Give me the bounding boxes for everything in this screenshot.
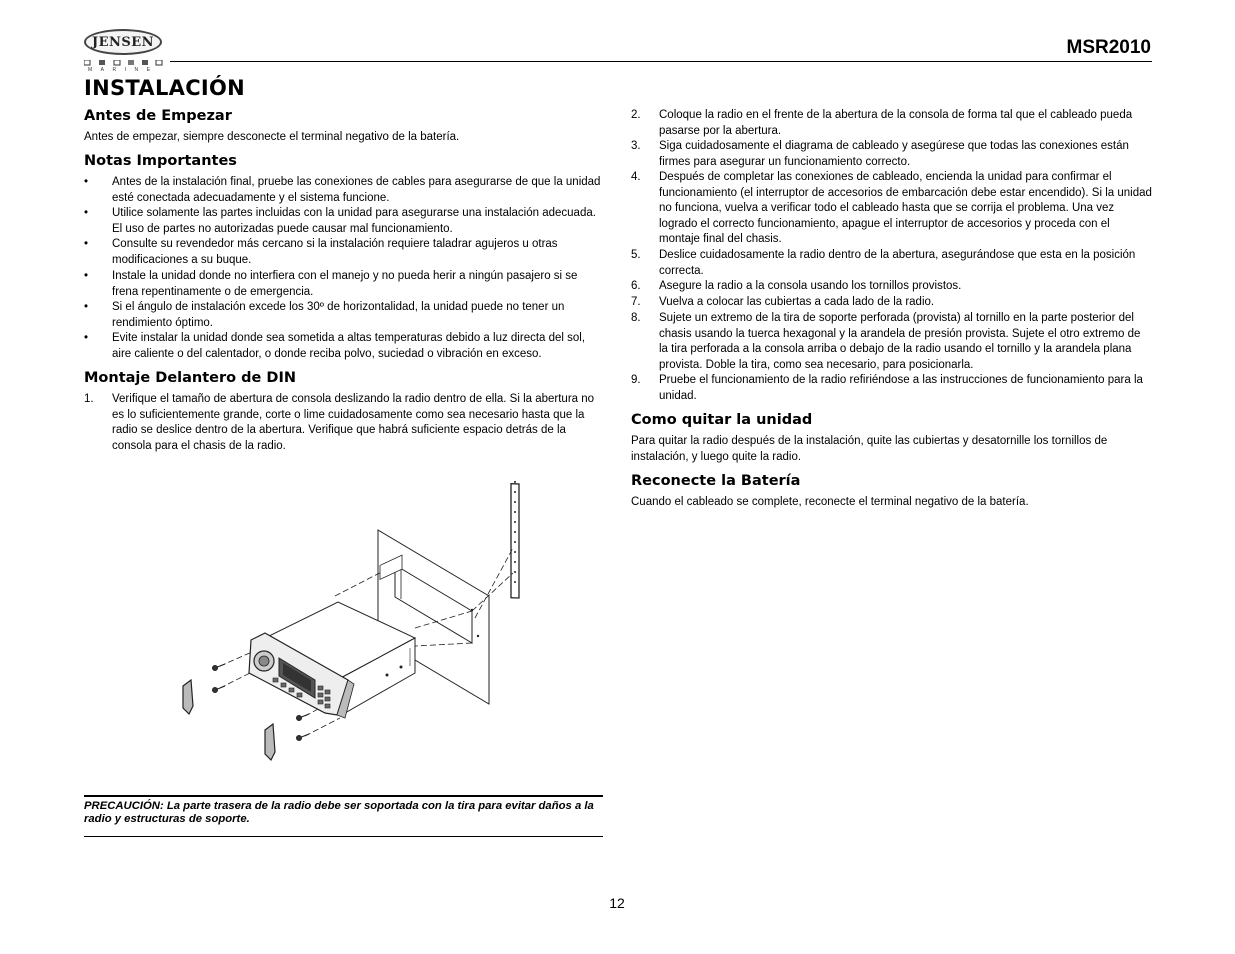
support-strip: [511, 481, 519, 598]
logo-subtitle: MARINE: [88, 67, 159, 73]
bullet: •: [84, 176, 89, 188]
antes-text: Antes de empezar, siempre desconecte el terminal negativo de la batería.: [84, 131, 460, 143]
side-covers: [183, 680, 275, 760]
logo-marine-icons: [84, 60, 164, 66]
step-number: 4.: [631, 171, 641, 183]
header-rule: [170, 61, 1152, 62]
page-title: INSTALACIÓN: [84, 76, 246, 100]
heading-antes: Antes de Empezar: [84, 108, 232, 124]
list-item-text: Consulte su revendedor más cercano si la instalación requiere taladrar agujeros u otras modificaciones a su buque.: [112, 238, 558, 266]
bullet: •: [84, 332, 89, 344]
list-item-text: Vuelva a colocar las cubiertas a cada lado de la radio.: [659, 296, 935, 308]
step-number: 2.: [631, 109, 641, 121]
bullet: •: [84, 270, 89, 282]
model-number: MSR2010: [1066, 37, 1151, 58]
list-item-text: Después de completar las conexiones de cableado, encienda la unidad para confirmar el funcionamiento (el interruptor de accesorios de embarcación debe estar encendido). Si la unidad no funciona, vuelva a verificar todo el cableado hasta que se corrija el problema. Una vez logrado el correcto funcionamiento, apague el interruptor de accesorios y proceda con el montaje final del chasis.: [659, 171, 1152, 246]
list-item-text: Evite instalar la unidad donde sea sometida a altas temperaturas debido a luz directa del sol, aire caliente o del calentador, o donde reciba polvo, suciedad o vibración en exceso.: [112, 332, 586, 360]
caution-text: PRECAUCIÓN: La parte trasera de la radio debe ser soportada con la tira para evitar daños a la radio y estructuras de soporte.: [84, 800, 594, 825]
list-item-text: Coloque la radio en el frente de la abertura de la consola de forma tal que el cableado pueda pasarse por la abertura.: [659, 109, 1133, 137]
step-number: 8.: [631, 312, 641, 324]
list-item-text: Pruebe el funcionamiento de la radio refiriéndose a las instrucciones de funcionamiento para la unidad.: [659, 374, 1143, 402]
bullet: •: [84, 207, 89, 219]
bullet: •: [84, 301, 89, 313]
heading-montaje: Montaje Delantero de DIN: [84, 370, 296, 386]
step-number: 6.: [631, 280, 641, 292]
list-item-text: Asegure la radio a la consola usando los tornillos provistos.: [659, 280, 962, 292]
list-item-text: Antes de la instalación final, pruebe las conexiones de cables para asegurarse de que la unidad esté conectada adecuadamente y el sistema funcione.: [112, 176, 601, 204]
step-number: 3.: [631, 140, 641, 152]
bullet: •: [84, 238, 89, 250]
logo-text: JENSEN: [91, 34, 155, 50]
step-number: 7.: [631, 296, 641, 308]
list-item-text: Siga cuidadosamente el diagrama de cableado y asegúrese que todas las conexiones están firmes para asegurar un funcionamiento correcto.: [659, 140, 1129, 168]
step-number: 1.: [84, 393, 94, 405]
page-number: 12: [609, 895, 625, 911]
heading-notas: Notas Importantes: [84, 153, 237, 169]
heading-quitar: Como quitar la unidad: [631, 412, 813, 428]
reconecte-text: Cuando el cableado se complete, reconecte el terminal negativo de la batería.: [631, 496, 1029, 508]
step-number: 5.: [631, 249, 641, 261]
list-item-text: Utilice solamente las partes incluidas con la unidad para asegurarse una instalación adecuada. El uso de partes no autorizadas puede causar mal funcionamiento.: [112, 207, 596, 235]
jensen-logo: [84, 29, 162, 55]
list-item-text: Si el ángulo de instalación excede los 30º de horizontalidad, la unidad puede no tener un rendimiento óptimo.: [112, 301, 565, 329]
installation-diagram: [175, 468, 525, 763]
quitar-text: Para quitar la radio después de la instalación, quite las cubiertas y desatornille los tornillos de instalación, y luego quite la radio.: [631, 435, 1108, 463]
list-item-text: Instale la unidad donde no interfiera con el manejo y no pueda herir a ningún pasajero si se frena repentinamente o de emergencia.: [112, 270, 578, 298]
list-item-text: Verifique el tamaño de abertura de consola deslizando la radio dentro de ella. Si la abertura no es lo suficientemente grande, corte o lime cuidadosamente como sea necesario hasta que la radio se deslice dentro de la abertura. Verifique que habrá suficiente espacio detrás de la consola para el chasis de la radio.: [112, 393, 595, 452]
list-item-text: Deslice cuidadosamente la radio dentro de la abertura, asegurándose que esta en la posición correcta.: [659, 249, 1136, 277]
caution-bottom-rule: [84, 836, 603, 837]
step-number: 9.: [631, 374, 641, 386]
heading-reconecte: Reconecte la Batería: [631, 473, 801, 489]
list-item-text: Sujete un extremo de la tira de soporte perforada (provista) al tornillo en la parte posterior del chasis usando la tuerca hexagonal y la arandela de presión provista. Sujete el otro extremo de la tira perforada a la consola arriba o debajo de la radio usando el tornillo y la arandela plana provista. Doble la tira, como sea necesario, para posicionarla.: [659, 312, 1141, 371]
caution-top-rule: [84, 795, 603, 797]
